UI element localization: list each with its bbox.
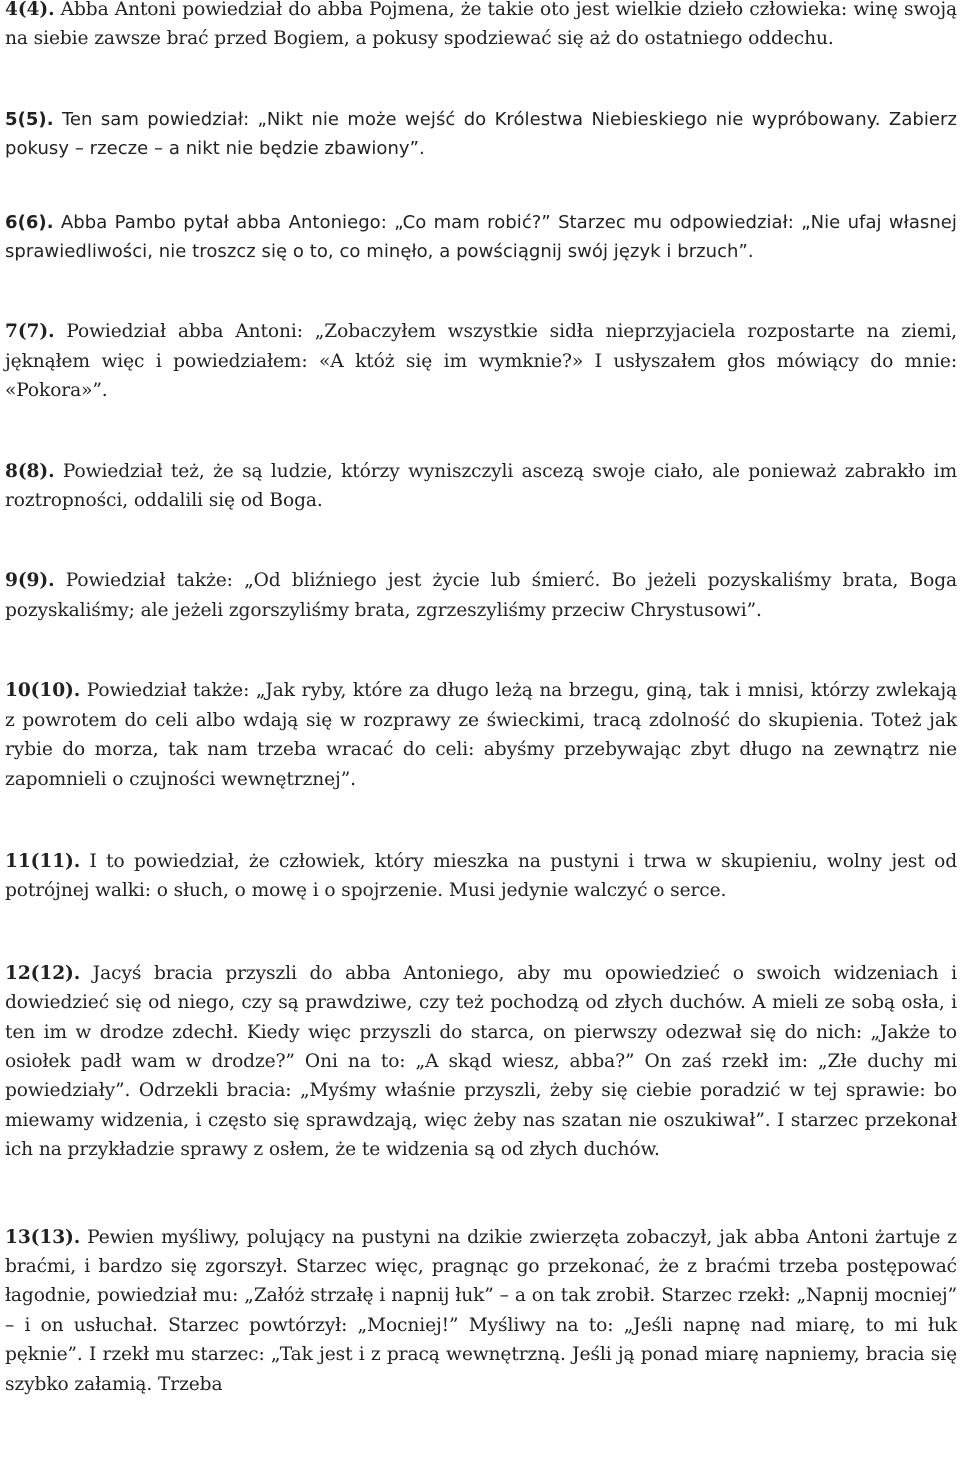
paragraph-text: Ten sam powiedział: „Nikt nie może wejść do Królestwa Niebieskiego nie wypróbowany. Zabierz pokusy – rzecze – a nikt nie będzie zbawiony”. bbox=[5, 108, 957, 160]
paragraph-text: Powiedział abba Antoni: „Zobaczyłem wszystkie sidła nieprzyjaciela rozpostarte na ziemi, jęknąłem więc i powiedziałem: «A któż się im wymknie?» I usłyszałem głos mówiący do mnie: «Pokora»”. bbox=[5, 321, 957, 402]
paragraph-text: Powiedział także: „Od bliźniego jest życie lub śmierć. Bo jeżeli pozyskaliśmy brata, Boga pozyskaliśmy; ale jeżeli zgorszyliśmy brata, zgrzeszyliśmy przeciw Chrystusowi”. bbox=[5, 570, 957, 621]
paragraph-text: Pewien myśliwy, polujący na pustyni na dzikie zwierzęta zobaczył, jak abba Antoni żartuje z braćmi, i bardzo się zgorszył. Starzec więc, pragnąc go przekonać, że z braćmi trzeba postępować łagodnie, powiedział mu: „Załóż strzałę i napnij łuk” – a on tak zrobił. Starzec rzekł: „Napnij mocniej” – i on usłuchał. Starzec powtórzył: „Mocniej!” Myśliwy na to: „Jeśli napnę nad miarę, to mi łuk pęknie”. I rzekł mu starzec: „Tak jest i z pracą wewnętrzną. Jeśli ją ponad miarę napniemy, bracia się szybko załamią. Trzeba bbox=[5, 1226, 957, 1395]
paragraph-number: 13(13). bbox=[5, 1226, 81, 1248]
paragraph-5 bbox=[5, 105, 957, 164]
paragraph-text: Abba Pambo pytał abba Antoniego: „Co mam robić?” Starzec mu odpowiedział: „Nie ufaj własnej sprawiedliwości, nie troszcz się o to, co minęło, a powściągnij swój język i brzuch”. bbox=[5, 211, 957, 263]
paragraph-number: 10(10). bbox=[5, 680, 81, 702]
paragraph-text: Powiedział też, że są ludzie, którzy wyniszczyli ascezą swoje ciało, ale ponieważ zabrakło im roztropności, oddalili się od Boga. bbox=[5, 460, 957, 512]
paragraph-12 bbox=[5, 959, 957, 1165]
paragraph-10 bbox=[5, 676, 957, 794]
document-page bbox=[5, 0, 957, 1450]
paragraph-6 bbox=[5, 208, 957, 267]
paragraph-text: Powiedział także: „Jak ryby, które za długo leżą na brzegu, giną, tak i mnisi, którzy zwlekają z powrotem do celi albo wdają się w rozprawy ze świeckimi, tracą zdolność do skupienia. Toteż jak rybie do morza, tak nam trzeba wracać do celi: abyśmy przebywając zbyt długo na zewnątrz nie zapomnieli o czujności wewnętrznej”. bbox=[5, 680, 957, 790]
paragraph-text: I to powiedział, że człowiek, który mieszka na pustyni i trwa w skupieniu, wolny jest od potrójnej walki: o słuch, o mowę i o spojrzenie. Musi jedynie walczyć o serce. bbox=[5, 850, 957, 902]
paragraph-number: 11(11). bbox=[5, 850, 81, 872]
paragraph-number: 5(5). bbox=[5, 108, 54, 130]
paragraph-7 bbox=[5, 317, 957, 405]
paragraph-13 bbox=[5, 1223, 957, 1399]
paragraph-4 bbox=[5, 0, 957, 54]
paragraph-text: Abba Antoni powiedział do abba Pojmena, że takie oto jest wielkie dzieło człowieka: winę swoją na siebie zawsze brać przed Bogiem, a pokusy spodziewać się aż do ostatniego oddechu. bbox=[5, 0, 957, 50]
paragraph-number: 6(6). bbox=[5, 211, 54, 233]
paragraph-9 bbox=[5, 566, 957, 625]
paragraph-number: 4(4). bbox=[5, 0, 55, 20]
paragraph-11 bbox=[5, 847, 957, 906]
paragraph-8 bbox=[5, 457, 957, 516]
paragraph-number: 12(12). bbox=[5, 962, 81, 984]
paragraph-number: 8(8). bbox=[5, 460, 55, 482]
paragraph-text: Jacyś bracia przyszli do abba Antoniego, aby mu opowiedzieć o swoich widzeniach i dowiedzieć się od niego, czy są prawdziwe, czy też pochodzą od złych duchów. A mieli ze sobą osła, i ten im w drodze zdechł. Kiedy więc przyszli do starca, on pierwszy odezwał się do nich: „Jakże to osiołek padł wam w drodze?” Oni na to: „A skąd wiesz, abba?” On zaś rzekł im: „Złe duchy mi powiedziały”. Odrzekli bracia: „Myśmy właśnie przyszli, żeby się ciebie poradzić w tej sprawie: bo miewamy widzenia, i często się sprawdzają, więc żeby nas szatan nie oszukiwał”. I starzec przekonał ich na przykładzie sprawy z osłem, że te widzenia są od złych duchów. bbox=[5, 962, 957, 1161]
paragraph-number: 9(9). bbox=[5, 570, 55, 592]
paragraph-number: 7(7). bbox=[5, 321, 55, 343]
